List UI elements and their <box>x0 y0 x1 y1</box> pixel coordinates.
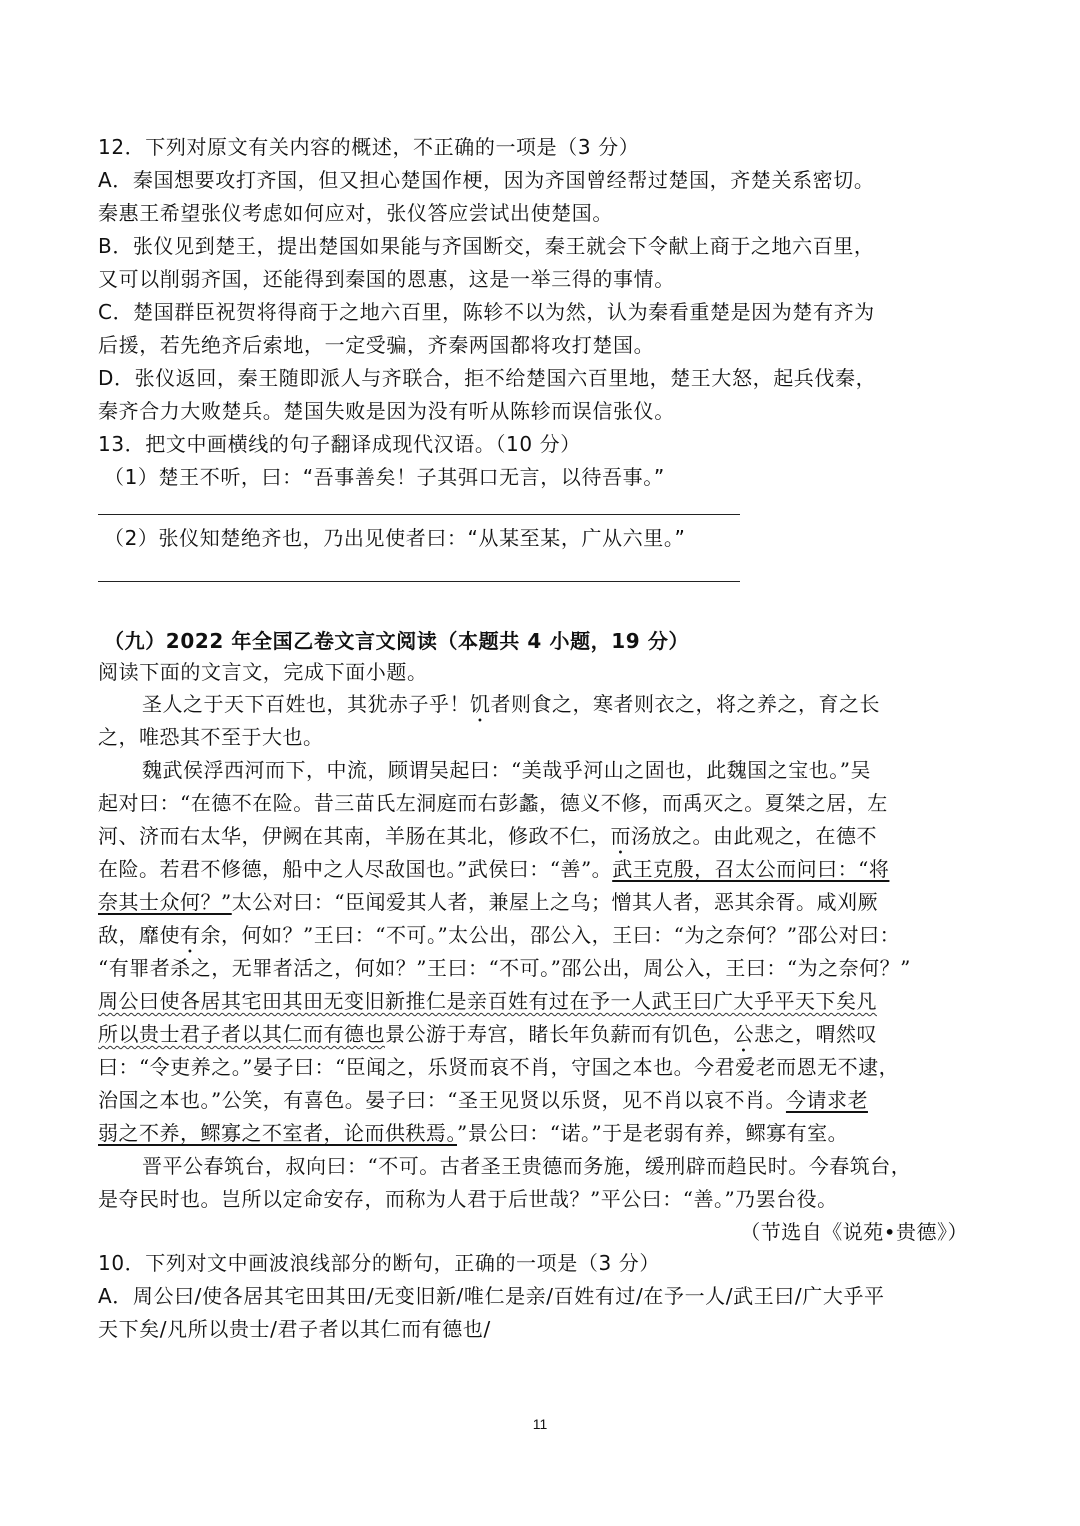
passage-p2-line12: 弱之不养，鳏寡之不室者，论而供秩焉。”景公曰：“诺。”于是老弱有养，鳏寡有室。 <box>98 1121 849 1145</box>
passage-p2-line1: 魏武侯浮西河而下，中流，顾谓吴起曰：“美哉乎河山之固也，此魏国之宝也。”吴 <box>142 758 871 782</box>
passage-p2-line2: 起对曰：“在德不在险。昔三苗氏左洞庭而右彭蠡，德义不修，而禹灭之。夏桀之居，左 <box>98 791 888 815</box>
q12-option-b-line1: B．张仪见到楚王，提出楚国如果能与齐国断交，秦王就会下令献上商于之地六百里， <box>98 234 875 258</box>
q12-option-a-line2: 秦惠王希望张仪考虑如何应对，张仪答应尝试出使楚国。 <box>98 201 613 225</box>
answer-line-1[interactable] <box>98 514 740 515</box>
q12-option-d-line2: 秦齐合力大败楚兵。楚国失败是因为没有听从陈轸而误信张仪。 <box>98 399 675 423</box>
answer-line-2[interactable] <box>98 581 740 582</box>
wavy-underlined-line-1: 周公曰使各居其宅田其田无变旧新推仁是亲百姓有过在予一人武王曰广大乎平天下矣凡 <box>98 989 877 1013</box>
passage-p2-line11: 治国之本也。”公笑，有喜色。晏子曰：“圣王见贤以乐贤，见不肖以哀不肖。今请求老 <box>98 1088 868 1112</box>
q12-stem: 12．下列对原文有关内容的概述，不正确的一项是（3 分） <box>98 135 640 159</box>
underlined-sentence-cont: 奈其士众何？” <box>98 890 232 914</box>
q10-option-a-line2: 天下矣/凡所以贵士/君子者以其仁而有德也/ <box>98 1317 491 1341</box>
q13-stem: 13．把文中画横线的句子翻译成现代汉语。（10 分） <box>98 432 581 456</box>
passage-p3-line1: 晋平公春筑台，叔向曰：“不可。古者圣王贵德而务施，缓刑辟而趋民时。今春筑台， <box>142 1154 912 1178</box>
passage-p2-line3: 河、济而右太华，伊阙在其南，羊肠在其北，修政不仁，而汤放之。由此观之，在德不 <box>98 824 877 848</box>
underlined-sentence-2: 今请求老 <box>785 1088 868 1112</box>
underlined-sentence: 武王克殷，召太公而问曰：“将 <box>612 857 890 881</box>
passage-p2-line5: 奈其士众何？”太公对曰：“臣闻爱其人者，兼屋上之乌；憎其人者，恶其余胥。咸刈厥 <box>98 890 878 914</box>
passage-p2-line9: 所以贵士君子者以其仁而有德也景公游于寿宫，睹长年负薪而有饥色，公悲之，喟然叹 <box>98 1022 877 1046</box>
passage-p2-line6: 敌，靡使有余，何如？”王曰：“不可。”太公出，邵公入，王曰：“为之奈何？”邵公对曰： <box>98 923 901 947</box>
q12-option-c-line1: C．楚国群臣祝贺将得商于之地六百里，陈轸不以为然，认为秦看重楚是因为楚有齐为 <box>98 300 875 324</box>
section-instruction: 阅读下面的文言文，完成下面小题。 <box>98 660 428 684</box>
section-title: （九）2022 年全国乙卷文言文阅读（本题共 4 小题，19 分） <box>104 629 690 653</box>
q12-option-c-line2: 后援，若先绝齐后索地，一定受骗，齐秦两国都将攻打楚国。 <box>98 333 655 357</box>
passage-p2-line10: 曰：“令吏养之。”晏子曰：“臣闻之，乐贤而哀不肖，守国之本也。今君爱老而恩无不逮， <box>98 1055 900 1079</box>
page-number: 11 <box>532 1416 548 1432</box>
q10-option-a-line1: A．周公曰/使各居其宅田其田/无变旧新/唯仁是亲/百姓有过/在予一人/武王曰/广大乎平 <box>98 1284 885 1308</box>
q13-sentence-2: （2）张仪知楚绝齐也，乃出见使者曰：“从某至某，广从六里。” <box>104 526 686 550</box>
underlined-sentence-2-cont: 弱之不养，鳏寡之不室者，论而供秩焉。 <box>98 1121 457 1145</box>
passage-p2-line7: “有罪者杀之，无罪者活之，何如？”王曰：“不可。”邵公出，周公入，王曰：“为之奈何？” <box>98 956 911 980</box>
q10-stem: 10．下列对文中画波浪线部分的断句，正确的一项是（3 分） <box>98 1251 660 1275</box>
q13-sentence-1: （1）楚王不听，曰：“吾事善矣！子其弭口无言，以待吾事。” <box>104 465 665 489</box>
q12-option-a-line1: A．秦国想要攻打齐国，但又担心楚国作梗，因为齐国曾经帮过楚国，齐楚关系密切。 <box>98 168 875 192</box>
q12-option-d-line1: D．张仪返回，秦王随即派人与齐联合，拒不给楚国六百里地，楚王大怒，起兵伐秦， <box>98 366 877 390</box>
passage-source: （节选自《说苑•贵德》） <box>740 1220 968 1244</box>
q12-option-b-line2: 又可以削弱齐国，还能得到秦国的恩惠，这是一举三得的事情。 <box>98 267 675 291</box>
wavy-underlined-line-2: 所以贵士君子者以其仁而有德也 <box>98 1022 385 1046</box>
passage-p1-line2: 之，唯恐其不至于大也。 <box>98 725 324 749</box>
passage-p2-line4: 在险。若君不修德，船中之人尽敌国也。”武侯曰：“善”。武王克殷，召太公而问曰：“将 <box>98 857 890 881</box>
passage-p3-line2: 是夺民时也。岂所以定命安存，而称为人君于后世哉？”平公曰：“善。”乃罢台役。 <box>98 1187 838 1211</box>
passage-p1-line1: 圣人之于天下百姓也，其犹赤子乎！饥者则食之，寒者则衣之，将之养之，育之长 <box>142 692 880 716</box>
